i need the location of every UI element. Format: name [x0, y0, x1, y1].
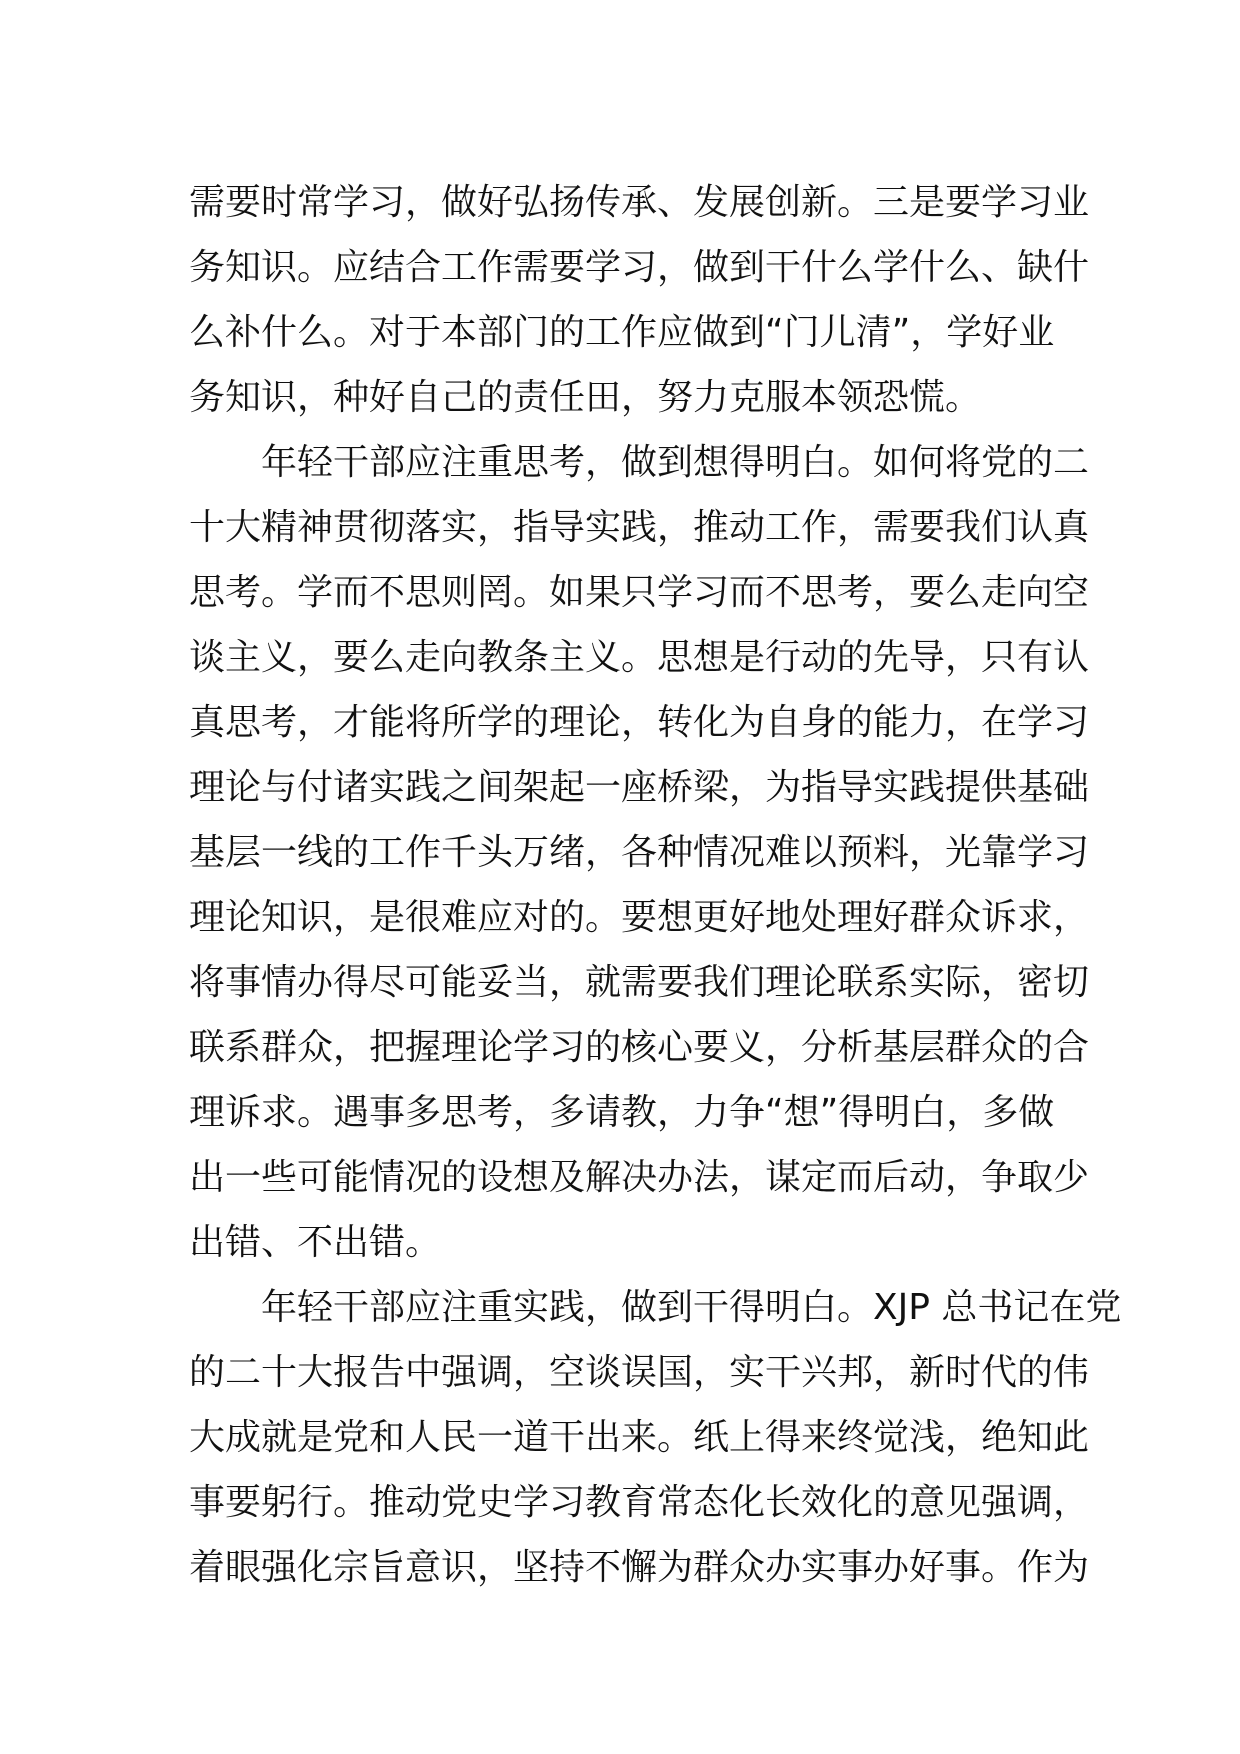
text-line: 理诉求。遇事多思考，多请教，力争“想”得明白，多做 [189, 1092, 1055, 1133]
text-line: 基层一线的工作千头万绪，各种情况难以预料，光靠学习 [189, 832, 1090, 873]
text-line: 出一些可能情况的设想及解决办法，谋定而后动，争取少 [189, 1157, 1090, 1198]
text-line: 十大精神贯彻落实，指导实践，推动工作，需要我们认真 [189, 507, 1090, 548]
text-line: 联系群众，把握理论学习的核心要义，分析基层群众的合 [189, 1027, 1090, 1068]
text-line: 思考。学而不思则罔。如果只学习而不思考，要么走向空 [189, 572, 1090, 613]
text-line: 大成就是党和人民一道干出来。纸上得来终觉浅，绝知此 [189, 1417, 1090, 1458]
text-line: 事要躬行。推动党史学习教育常态化长效化的意见强调， [189, 1482, 1090, 1523]
text-line: 谈主义，要么走向教条主义。思想是行动的先导，只有认 [189, 637, 1090, 678]
text-line: 年轻干部应注重思考，做到想得明白。如何将党的二 [261, 442, 1090, 483]
paragraph-3 [189, 1275, 1122, 1600]
text-line: 么补什么。对于本部门的工作应做到“门儿清”，学好业 [189, 312, 1055, 353]
text-line: 真思考，才能将所学的理论，转化为自身的能力，在学习 [189, 702, 1090, 743]
text-line: 理论知识，是很难应对的。要想更好地处理好群众诉求， [189, 897, 1090, 938]
paragraph-2 [189, 430, 1090, 1275]
text-line: 年轻干部应注重实践，做到干得明白。XJP 总书记在党 [261, 1287, 1122, 1328]
text-line: 出错、不出错。 [189, 1222, 442, 1263]
text-line: 需要时常学习，做好弘扬传承、发展创新。三是要学习业 [189, 182, 1090, 223]
document-page [189, 170, 1122, 1600]
paragraph-1 [189, 170, 1090, 430]
text-line: 务知识，种好自己的责任田，努力克服本领恐慌。 [189, 377, 982, 418]
text-line: 将事情办得尽可能妥当，就需要我们理论联系实际，密切 [189, 962, 1090, 1003]
text-line: 着眼强化宗旨意识，坚持不懈为群众办实事办好事。作为 [189, 1547, 1090, 1588]
text-line: 务知识。应结合工作需要学习，做到干什么学什么、缺什 [189, 247, 1090, 288]
text-line: 理论与付诸实践之间架起一座桥梁，为指导实践提供基础 [189, 767, 1090, 808]
text-line: 的二十大报告中强调，空谈误国，实干兴邦，新时代的伟 [189, 1352, 1090, 1393]
